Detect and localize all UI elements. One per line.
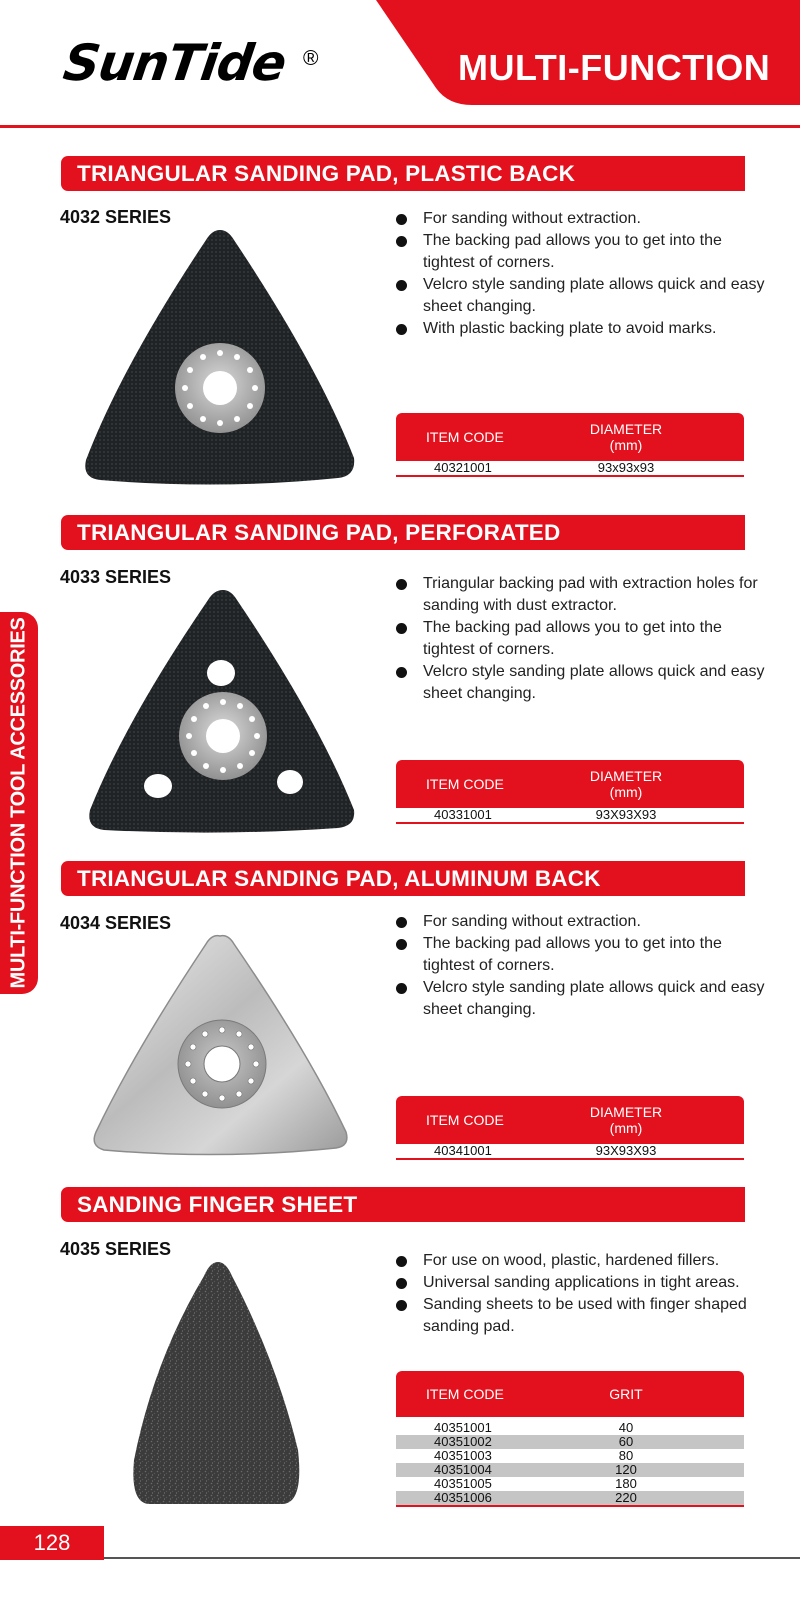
spec-table-4035	[396, 1371, 744, 1507]
item-code-cell: 40351005	[434, 1476, 492, 1491]
col-item-code: ITEM CODE	[426, 776, 504, 792]
table-row	[396, 1435, 744, 1449]
grit-cell: 220	[615, 1490, 637, 1505]
spec-table-4032	[396, 413, 744, 477]
col-item-code: ITEM CODE	[426, 1386, 504, 1402]
series-label-4032: 4032 SERIES	[60, 207, 172, 227]
section-title: TRIANGULAR SANDING PAD, PLASTIC BACK	[77, 160, 576, 186]
feature-item: Velcro style sanding plate allows quick and easy sheet changing.	[394, 661, 774, 705]
product-image-4035	[126, 1260, 308, 1506]
table-row	[396, 808, 744, 822]
item-code-cell: 40351003	[434, 1448, 492, 1463]
section-title-bar-4032	[61, 156, 745, 191]
feature-item: The backing pad allows you to get into the tightest of corners.	[394, 617, 774, 661]
grit-cell: 120	[615, 1462, 637, 1477]
table-bottom-rule	[396, 475, 744, 477]
footer-rule	[104, 1557, 800, 1559]
side-category-label: MULTI-FUNCTION TOOL ACCESSORIES	[7, 617, 30, 989]
feature-list-4034	[394, 911, 774, 1021]
feature-item: The backing pad allows you to get into the tightest of corners.	[394, 933, 774, 977]
section-title-bar-4034	[61, 861, 745, 896]
feature-item: Universal sanding applications in tight areas.	[394, 1272, 774, 1294]
series-label-4033: 4033 SERIES	[60, 567, 172, 587]
product-image-4034	[88, 932, 356, 1158]
grit-cell: 80	[618, 1448, 634, 1463]
grit-cell: 60	[618, 1434, 634, 1449]
item-code-cell: 40341001	[434, 1143, 492, 1158]
table-bottom-rule	[396, 1505, 744, 1507]
table-header	[396, 1371, 744, 1417]
table-row	[396, 1144, 744, 1158]
table-header	[396, 1096, 744, 1144]
section-title: SANDING FINGER SHEET	[77, 1191, 358, 1217]
header-divider	[0, 125, 800, 128]
page-header	[0, 0, 800, 128]
section-title: TRIANGULAR SANDING PAD, PERFORATED	[77, 519, 561, 545]
item-code-cell: 40351002	[434, 1434, 492, 1449]
feature-item: With plastic backing plate to avoid marks.	[394, 318, 774, 340]
product-image-4033	[84, 586, 360, 834]
header-title: MULTI-FUNCTION	[458, 47, 771, 88]
table-row	[396, 1449, 744, 1463]
section-title: TRIANGULAR SANDING PAD, ALUMINUM BACK	[77, 865, 601, 891]
value-cell: 93X93X93	[595, 1143, 657, 1158]
table-header	[396, 760, 744, 808]
col-diameter: DIAMETER (mm)	[589, 768, 663, 800]
table-bottom-rule	[396, 822, 744, 824]
item-code-cell: 40351006	[434, 1490, 492, 1505]
registered-mark: ®	[303, 47, 319, 70]
col-item-code: ITEM CODE	[426, 429, 504, 445]
item-code-cell: 40351004	[434, 1462, 492, 1477]
feature-list-4035	[394, 1250, 774, 1338]
page-number: 128	[33, 1530, 71, 1555]
table-bottom-rule	[396, 1158, 744, 1160]
feature-item: For sanding without extraction.	[394, 911, 774, 933]
item-code-cell: 40351001	[434, 1420, 492, 1435]
feature-item: Velcro style sanding plate allows quick and easy sheet changing.	[394, 977, 774, 1021]
feature-item: Triangular backing pad with extraction holes for sanding with dust extractor.	[394, 573, 774, 617]
brand-logo: SunTide	[59, 34, 290, 92]
feature-list-4032	[394, 208, 774, 340]
grit-cell: 40	[618, 1420, 634, 1435]
feature-list-4033	[394, 573, 774, 705]
col-item-code: ITEM CODE	[426, 1112, 504, 1128]
section-title-bar-4033	[61, 515, 745, 550]
series-label-4034: 4034 SERIES	[60, 913, 172, 933]
table-header	[396, 413, 744, 461]
feature-item: For use on wood, plastic, hardened fillers.	[394, 1250, 774, 1272]
feature-item: The backing pad allows you to get into the tightest of corners.	[394, 230, 774, 274]
feature-item: Sanding sheets to be used with finger shaped sanding pad.	[394, 1294, 774, 1338]
table-row	[396, 461, 744, 475]
series-label-4035: 4035 SERIES	[60, 1239, 172, 1259]
item-code-cell: 40331001	[434, 807, 492, 822]
spec-table-4034	[396, 1096, 744, 1160]
feature-item: Velcro style sanding plate allows quick and easy sheet changing.	[394, 274, 774, 318]
item-code-cell: 40321001	[434, 460, 492, 475]
feature-item: For sanding without extraction.	[394, 208, 774, 230]
grit-cell: 180	[615, 1476, 637, 1491]
table-row	[396, 1463, 744, 1477]
page-number-box	[0, 1526, 104, 1560]
col-grit: GRIT	[609, 1386, 643, 1402]
value-cell: 93x93x93	[597, 460, 655, 475]
spec-table-4033	[396, 760, 744, 824]
product-image-4032	[78, 226, 362, 490]
table-row	[396, 1491, 744, 1505]
value-cell: 93X93X93	[595, 807, 657, 822]
col-diameter: DIAMETER (mm)	[589, 421, 663, 453]
table-row	[396, 1421, 744, 1435]
table-row	[396, 1477, 744, 1491]
col-diameter: DIAMETER (mm)	[589, 1104, 663, 1136]
section-title-bar-4035	[61, 1187, 745, 1222]
